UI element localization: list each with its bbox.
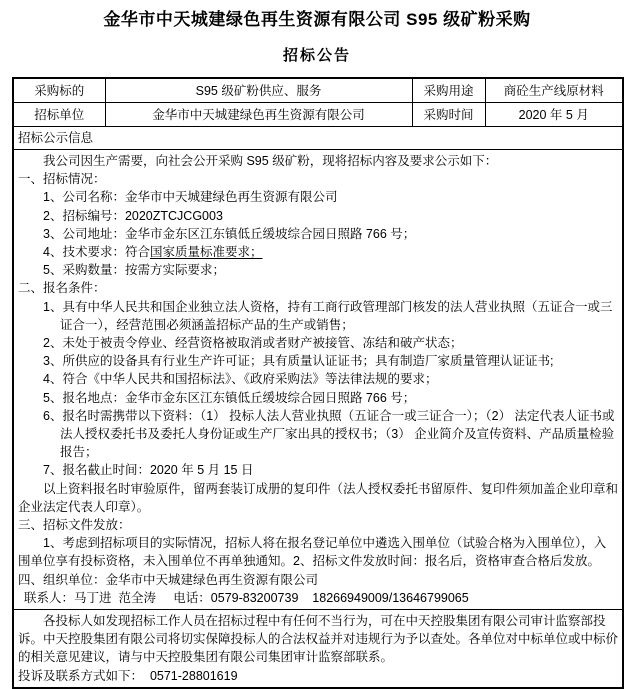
section3-paragraph: 1、考虑到招标项目的实际情况，招标人将在报名登记单位中遴选入围单位（试验合格为入围单位），入围单位享有投标资格，未入围单位不再单独通知。2、招标文件发放时间：报名后，资格审查合格后发放。 [18, 536, 607, 569]
tender-notice-table [12, 77, 624, 689]
section1-item-company-address: 3、公司地址：金华市金东区江东镇低丘缓坡综合园日照路 766 号； [43, 226, 416, 241]
document-subtitle: 招标公告 [282, 47, 351, 64]
value-tender-unit: 金华市中天城建绿色再生资源有限公司 [105, 103, 412, 127]
info-row-subject [13, 78, 623, 103]
value-procurement-purpose: 商砼生产线原材料 [485, 78, 623, 103]
intro-paragraph: 我公司因生产需要，向社会公开采购 S95 级矿粉，现将招标内容及要求公示如下： [43, 154, 498, 168]
section1-item-company-name: 1、公司名称：金华市中天城建绿色再生资源有限公司 [43, 190, 338, 205]
complaint-contact-line: 投诉及联系方式如下： 0571-28801619 [18, 668, 238, 683]
info-row-unit [13, 103, 623, 127]
section-header-row [13, 127, 623, 150]
complaint-cell [13, 610, 623, 688]
section1-item-technical-requirement [18, 243, 618, 261]
technical-requirement-prefix: 4、技术要求：符合 [43, 245, 150, 260]
section4-title: 四、组织单位：金华市中天城建绿色再生资源有限公司 [18, 572, 319, 587]
label-procurement-purpose: 采购用途 [412, 78, 485, 103]
section1-item-quantity: 5、采购数量：按需方实际要求； [43, 263, 225, 278]
section2-item-3: 3、所供应的设备具有行业生产许可证；具有质量认证证书；具有制造厂家质量管理认证证书; [43, 354, 554, 369]
notice-body-cell [13, 150, 623, 610]
technical-requirement-underlined: 国家质量标准要求； [149, 245, 263, 260]
notice-body-row [13, 150, 623, 610]
section2-title: 二、报名条件： [18, 281, 106, 296]
section2-item-7: 7、报名截止时间：2020 年 5 月 15 日 [43, 463, 254, 478]
section-header-public-info: 招标公示信息 [13, 127, 623, 150]
section2-item-1: 1、具有中华人民共和国企业独立法人资格，持有工商行政管理部门核发的法人营业执照（五证合一或三证合一），经营范围必须涵盖招标产品的生产或销售； [43, 299, 613, 332]
section2-item-4: 4、符合《中华人民共和国招标法》、《政府采购法》等法律法规的要求； [43, 372, 438, 387]
value-procurement-subject: S95 级矿粉供应、服务 [105, 78, 412, 103]
document-title: 金华市中天城建绿色再生资源有限公司 S95 级矿粉采购 [103, 10, 531, 29]
section2-item-5: 5、报名地点：金华市金东区江东镇低丘缓坡综合园日照路 766 号； [43, 390, 416, 405]
complaint-paragraph: 各投标人如发现招标工作人员在招标过程中有任何不当行为，可在中天控股集团有限公司审计监察部投诉。中天控股集团有限公司将切实保障投标人的合法权益并对违规行为予以查处。各单位对中标单位或中标价的相关意见建议，请与中天控股集团有限公司集团审计监察部联系。 [18, 614, 619, 665]
section2-item-2: 2、未处于被责令停业、经营资格被取消或者财产被接管、冻结和破产状态； [43, 336, 463, 351]
section2-footnote: 以上资料报名时审验原件，留两套装订成册的复印件（法人授权委托书留原件、复印件须加盖企业印章和企业法定代表人印章）。 [18, 481, 619, 514]
value-procurement-time: 2020 年 5 月 [485, 103, 623, 127]
section3-title: 三、招标文件发放： [18, 518, 131, 533]
contact-persons-line: 联系人：马丁进 范全涛 电话：0579-83200739 18266949009/13646799065 [24, 590, 469, 605]
section1-title: 一、招标情况： [18, 172, 106, 187]
section2-item-6: 6、报名时需携带以下资料：（1） 投标人法人营业执照（五证合一或三证合一）；（2） 法定代表人证书或法人授权委托书及委托人身份证或生产厂家出具的授权书；（3） 企业简介及宣传资料、产品质量检验报告； [43, 408, 615, 460]
label-procurement-time: 采购时间 [412, 103, 485, 127]
label-tender-unit: 招标单位 [13, 103, 105, 127]
label-procurement-subject: 采购标的 [13, 78, 105, 103]
section1-item-tender-number: 2、招标编号：2020ZTCJCG003 [43, 208, 223, 223]
complaint-row [13, 610, 623, 688]
